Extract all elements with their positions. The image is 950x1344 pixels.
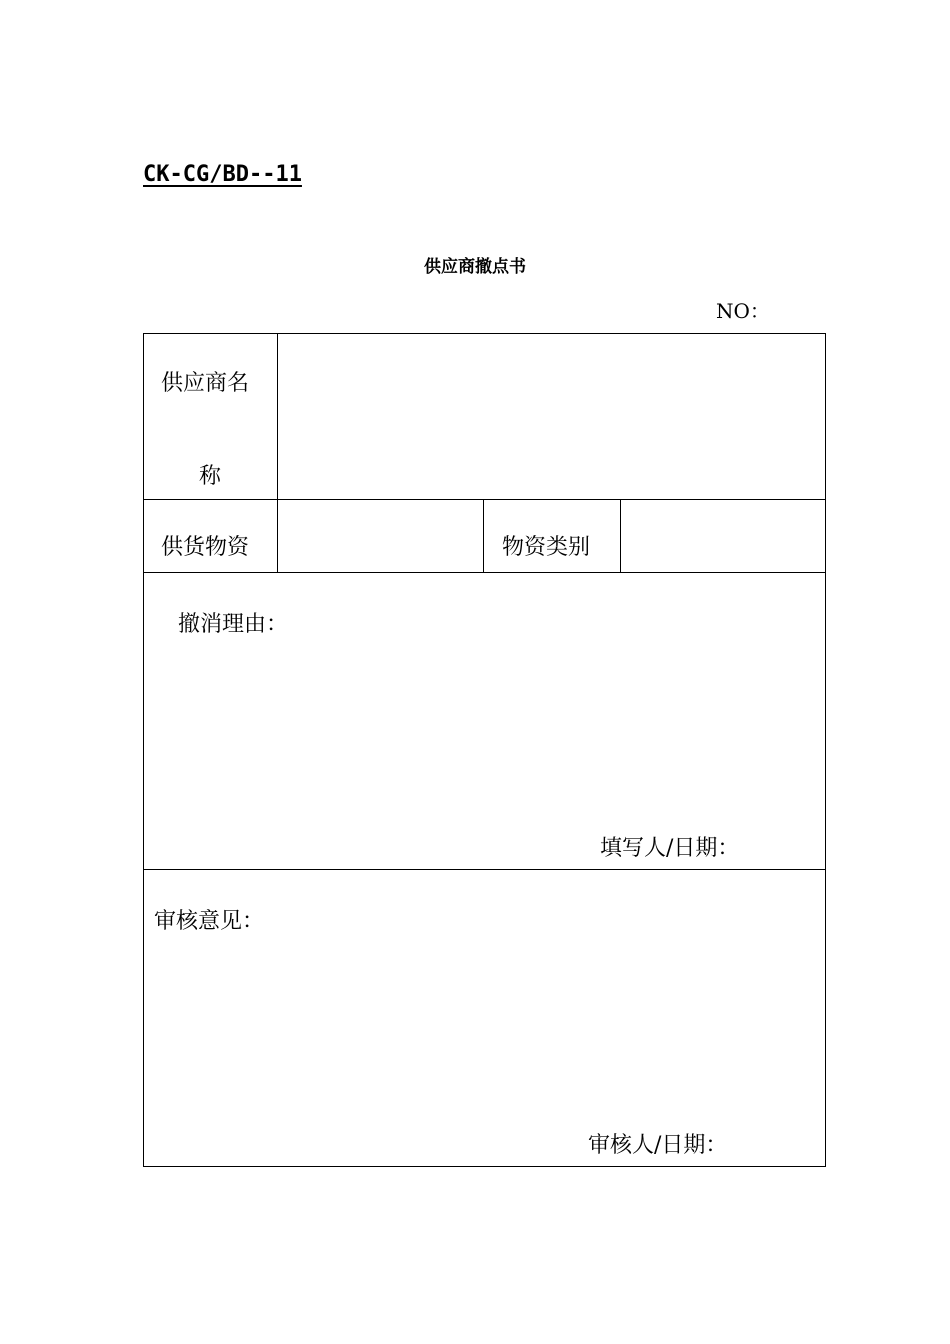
supplier-name-field[interactable] (278, 334, 826, 500)
reason-row (144, 573, 826, 870)
material-row (144, 500, 826, 573)
review-opinion-label: 审核意见： (154, 909, 265, 934)
supplier-name-label-line1: 供应商名 (161, 371, 250, 396)
supply-material-label-cell (144, 500, 278, 573)
review-opinion-field[interactable] (144, 870, 826, 1167)
supplier-name-label-cell (144, 334, 278, 500)
serial-number-label: NO： (716, 299, 770, 323)
reason-field[interactable] (144, 573, 826, 870)
reviewer-date-label: 审核人/日期： (588, 1133, 728, 1158)
material-category-label-cell (484, 500, 621, 573)
supplier-withdrawal-form (143, 333, 826, 1167)
supplier-name-row (144, 334, 826, 500)
document-code: CK-CG/BD--11 (143, 162, 302, 187)
supply-material-label: 供货物资 (161, 535, 250, 560)
review-row (144, 870, 826, 1167)
supply-material-field[interactable] (278, 500, 484, 573)
document-title: 供应商撤点书 (424, 257, 526, 277)
filler-date-label: 填写人/日期： (600, 836, 740, 861)
supplier-name-label-line2: 称 (199, 464, 222, 489)
reason-label: 撤消理由： (178, 612, 289, 637)
material-category-field[interactable] (621, 500, 826, 573)
material-category-label: 物资类别 (502, 535, 591, 560)
